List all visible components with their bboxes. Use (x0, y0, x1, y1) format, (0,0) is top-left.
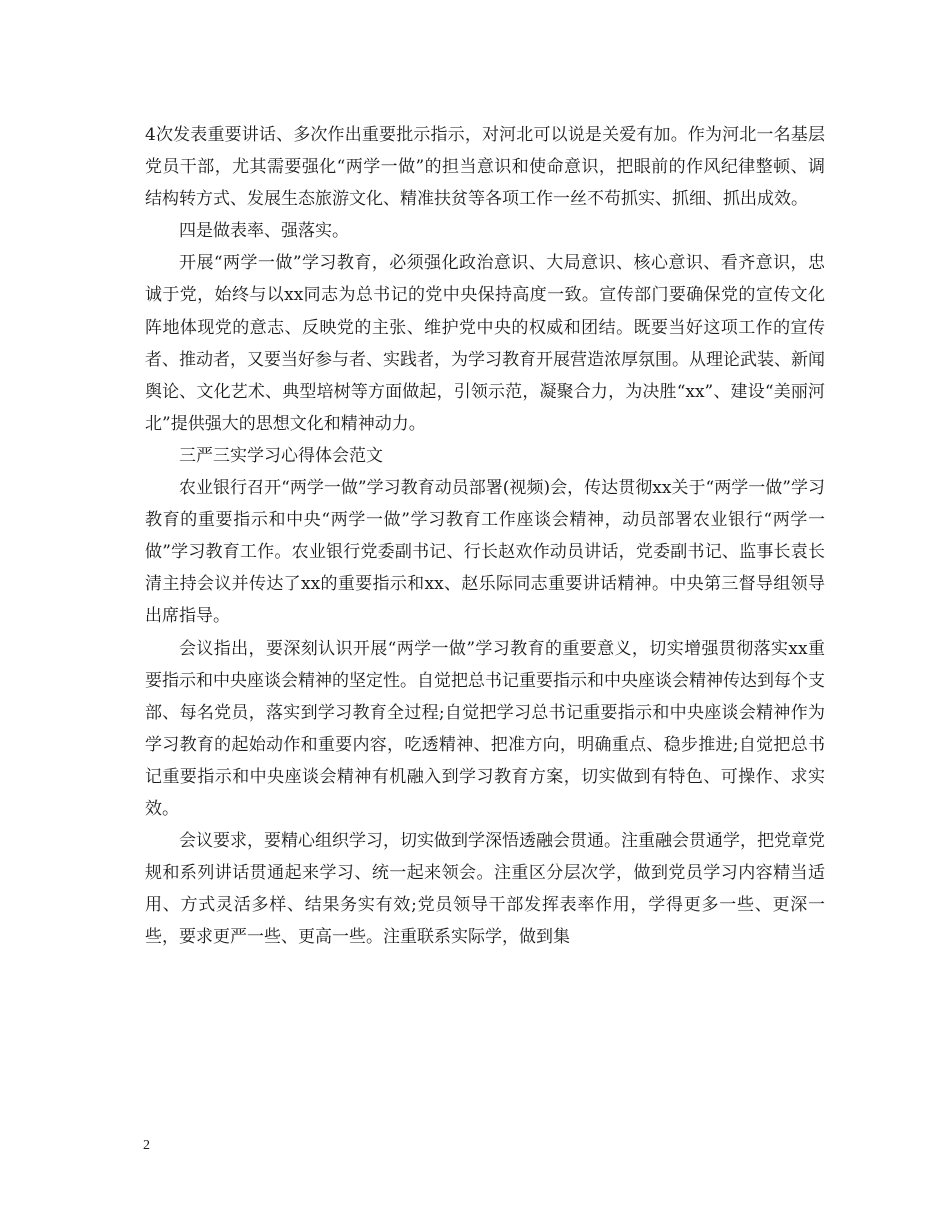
page-number: 2 (143, 1138, 150, 1153)
paragraph-6: 会议指出，要深刻认识开展“两学一做”学习教育的重要意义，切实增强贯彻落实xx重要指示和中央座谈会精神的坚定性。自觉把总书记重要指示和中央座谈会精神传达到每个支部、每名党员，落实到学习教育全过程;自觉把学习总书记重要指示和中央座谈会精神作为学习教育的起始动作和重要内容，吃透精神、把准方向，明确重点、稳步推进;自觉把总书记重要指示和中央座谈会精神有机融入到学习教育方案，切实做到有特色、可操作、求实效。 (145, 638, 825, 819)
document-body (145, 119, 825, 953)
paragraph-4-title: 三严三实学习心得体会范文 (179, 445, 383, 466)
paragraph-2-heading: 四是做表率、强落实。 (179, 221, 349, 242)
paragraph-1: 4次发表重要讲话、多次作出重要批示指示，对河北可以说是关爱有加。作为河北一名基层党员干部，尤其需要强化“两学一做”的担当意识和使命意识，把眼前的作风纪律整顿、调结构转方式、发展生态旅游文化、精准扶贫等各项工作一丝不苟抓实、抓细、抓出成效。 (145, 125, 825, 210)
paragraph-7: 会议要求，要精心组织学习，切实做到学深悟透融会贯通。注重融会贯通学，把党章党规和系列讲话贯通起来学习、统一起来领会。注重区分层次学，做到党员学习内容精当适用、方式灵活多样、结果务实有效;党员领导干部发挥表率作用，学得更多一些、更深一些，要求更严一些、更高一些。注重联系实际学，做到集 (145, 831, 825, 948)
paragraph-3: 开展“两学一做”学习教育，必须强化政治意识、大局意识、核心意识、看齐意识，忠诚于党，始终与以xx同志为总书记的党中央保持高度一致。宣传部门要确保党的宣传文化阵地体现党的意志、反映党的主张、维护党中央的权威和团结。既要当好这项工作的宣传者、推动者，又要当好参与者、实践者，为学习教育开展营造浓厚氛围。从理论武装、新闻舆论、文化艺术、典型培树等方面做起，引领示范，凝聚合力，为决胜“xx”、建设“美丽河北”提供强大的思想文化和精神动力。 (145, 253, 825, 434)
paragraph-5: 农业银行召开“两学一做”学习教育动员部署(视频)会，传达贯彻xx关于“两学一做”学习教育的重要指示和中央“两学一做”学习教育工作座谈会精神，动员部署农业银行“两学一做”学习教育工作。农业银行党委副书记、行长赵欢作动员讲话，党委副书记、监事长袁长清主持会议并传达了xx的重要指示和xx、赵乐际同志重要讲话精神。中央第三督导组领导出席指导。 (145, 478, 825, 627)
